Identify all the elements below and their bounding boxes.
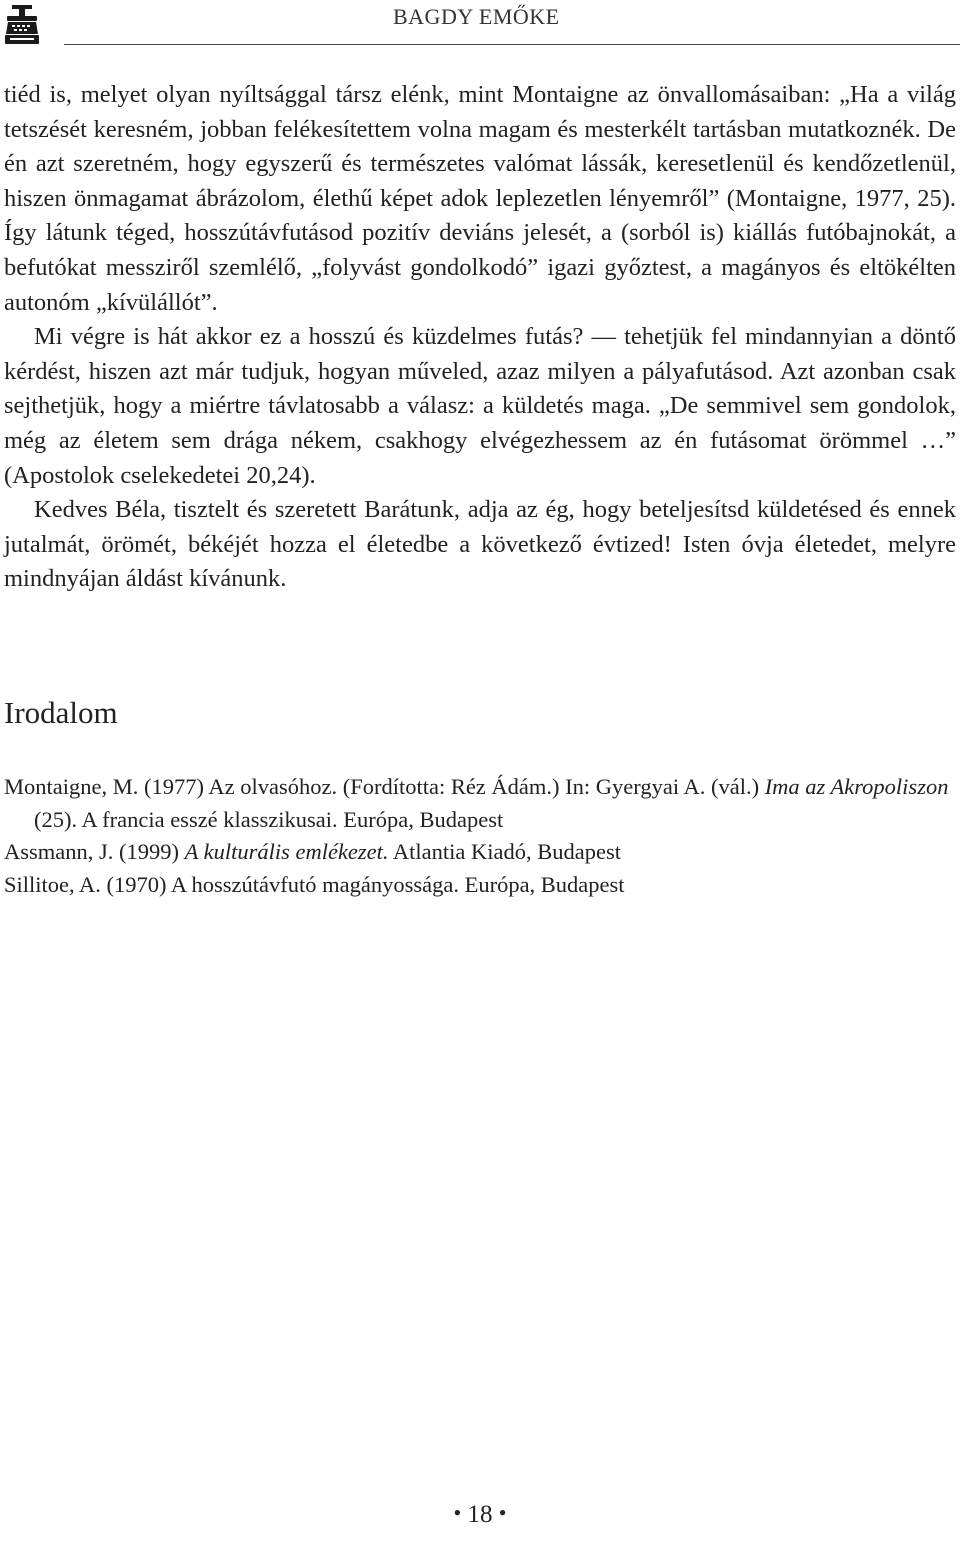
body-text (4, 78, 956, 597)
bullet-right: • (498, 1500, 507, 1525)
page-number (0, 1500, 960, 1529)
header-rule (64, 44, 960, 45)
reference-title: Ima az Akropoliszon (764, 774, 949, 799)
reference-text: Atlantia Kiadó, Budapest (388, 839, 621, 864)
paragraph: tiéd is, melyet olyan nyíltsággal társz elénk, mint Montaigne az önvallomásaiban: „Ha a világ tetszését keresném, jobban felékesítettem volna magam és mesterkélt tartásban mutatkoznék. De én azt szeretném, hogy egyszerű és természetes valómat lássák, keresetlenül és kendőzetlenül, hiszen önmagamat ábrázolom, élethű képet adok leplezetlen lényemről” (Montaigne, 1977, 25). Így látunk téged, hosszútávfutásod pozitív deviáns jelesét, a (sorból is) kiállás futóbajnokát, a befutókat messziről szemlélő, „folyvást gondolkodó” igazi győztest, a magányos és eltökélten autonóm „kívülállót”. (4, 81, 956, 316)
typewriter-icon (4, 4, 40, 48)
reference-list (4, 771, 956, 901)
reference-item (4, 836, 956, 869)
page-header (0, 0, 960, 52)
reference-item (4, 771, 956, 836)
reference-item (4, 869, 956, 902)
running-header-author: BAGDY EMŐKE (393, 4, 560, 29)
bullet-left: • (453, 1500, 462, 1525)
reference-text: (25). A francia esszé klasszikusai. Európa, Budapest (34, 806, 504, 832)
page-number-value: 18 (467, 1501, 493, 1528)
reference-text: Montaigne, M. (1977) Az olvasóhoz. (Fordította: Réz Ádám.) In: Gyergyai A. (vál.) (4, 774, 765, 799)
reference-text: Assmann, J. (1999) (4, 839, 185, 864)
reference-title: A kulturális emlékezet. (184, 839, 389, 864)
paragraph: Mi végre is hát akkor ez a hosszú és küzdelmes futás? — tehetjük fel mindannyian a döntő kérdést, hiszen azt már tudjuk, hogyan műveled, azaz milyen a pályafutásod. Azt azonban csak sejthetjük, hogy a miértre távlatosabb a válasz: a küldetés maga. „De semmivel sem gondolok, még az életem sem drága nékem, csakhogy elvégezhessem az én futásomat örömmel …” (Apostolok cselekedetei 20,24). (4, 323, 956, 489)
reference-text: Sillitoe, A. (1970) A hosszútávfutó magányossága. Európa, Budapest (4, 871, 625, 897)
section-heading: Irodalom (4, 695, 118, 730)
paragraph: Kedves Béla, tisztelt és szeretett Barátunk, adja az ég, hogy beteljesítsd küldetésed és ennek jutalmát, örömét, békéjét hozza el életedbe a következő évtized! Isten óvja életedet, melyre mindnyájan áldást kívánunk. (4, 496, 956, 593)
